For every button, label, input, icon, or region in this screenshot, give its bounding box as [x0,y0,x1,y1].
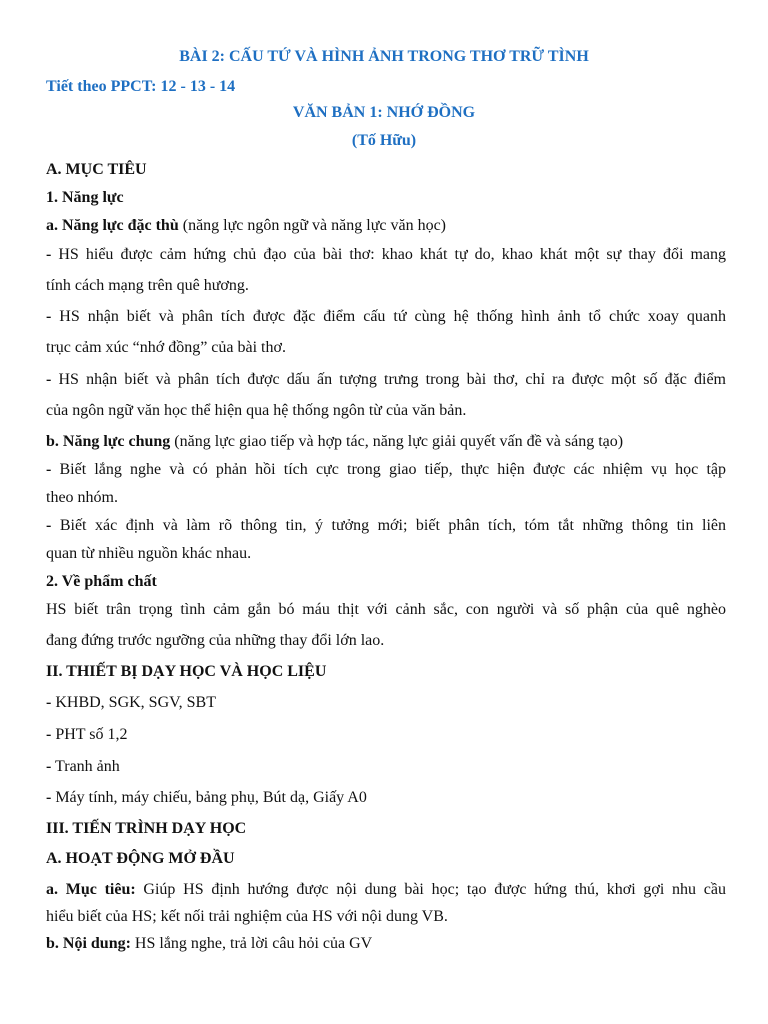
bullet-dash: - [46,246,52,263]
equipment-item-text: Tranh ảnh [51,758,120,775]
goal-line-1 [46,880,726,900]
equipment-item-text: PHT số 1,2 [51,726,128,743]
general-item-1-line-1 [46,460,726,480]
general-competence-note: (năng lực giao tiếp và hợp tác, năng lực giải quyết vấn đề và sáng tạo) [170,433,624,450]
specific-item-2-line-1 [46,307,726,327]
general-item-2-line-2: quan từ nhiều nguồn khác nhau. [46,545,252,562]
specific-item-2-line-2: trục cảm xúc “nhớ đồng” của bài thơ. [46,339,286,356]
quality-line-2: đang đứng trước ngưỡng của những thay đổi lớn lao. [46,632,385,649]
competence-heading: 1. Năng lực [46,189,124,206]
general-item-2-line-1 [46,516,726,536]
content-text: HS lắng nghe, trả lời câu hỏi của GV [130,935,373,952]
equipment-item-text: KHBD, SGK, SGV, SBT [51,694,216,711]
equipment-item-1 [46,693,726,713]
general-item-1-line-2: theo nhóm. [46,489,118,506]
specific-item-3-line-1 [46,370,726,390]
specific-item-3-line-2: của ngôn ngữ văn học thể hiện qua hệ thống ngôn từ của văn bản. [46,402,467,419]
lesson-title: BÀI 2: CẤU TỨ VÀ HÌNH ẢNH TRONG THƠ TRỮ TÌNH [179,48,589,65]
content-line [46,934,726,954]
section-ii-heading: II. THIẾT BỊ DẠY HỌC VÀ HỌC LIỆU [46,663,327,680]
specific-item-2-text: HS nhận biết và phân tích được đặc điểm cấu tứ cùng hệ thống hình ảnh tổ chức xoay quanh [51,308,726,325]
equipment-item-text: Máy tính, máy chiếu, bảng phụ, Bút dạ, Giấy A0 [51,789,367,806]
specific-item-3-text: HS nhận biết và phân tích được dấu ấn tượng trưng trong bài thơ, chỉ ra được một số đặc điểm [51,371,726,388]
quality-heading: 2. Về phẩm chất [46,573,157,590]
general-competence-label: b. Năng lực chung [46,433,171,450]
section-iii-heading: III. TIẾN TRÌNH DẠY HỌC [46,820,247,837]
author-name: (Tố Hữu) [351,132,417,149]
specific-item-1-line-2: tính cách mạng trên quê hương. [46,277,249,294]
content-label: b. Nội dung: [46,935,131,952]
bullet-dash: - [46,308,52,325]
equipment-item-2 [46,725,726,745]
goal-text: Giúp HS định hướng được nội dung bài học; tạo được hứng thú, khơi gợi nhu cầu [135,881,727,898]
goal-label: a. Mục tiêu: [46,881,136,898]
specific-competence-line [46,216,726,236]
section-a-heading: A. MỤC TIÊU [46,161,147,178]
specific-competence-note: (năng lực ngôn ngữ và năng lực văn học) [178,217,447,234]
general-competence-line [46,432,726,452]
text-title: VĂN BẢN 1: NHỚ ĐỒNG [292,104,476,121]
bullet-dash: - [46,758,52,775]
general-item-1-text: Biết lắng nghe và có phản hồi tích cực trong giao tiếp, thực hiện được các nhiệm vụ học tập [51,461,726,478]
equipment-item-4 [46,788,726,808]
specific-competence-label: a. Năng lực đặc thù [46,217,179,234]
bullet-dash: - [46,694,52,711]
bullet-dash: - [46,517,52,534]
bullet-dash: - [46,371,52,388]
quality-line-1: HS biết trân trọng tình cảm gắn bó máu thịt với cảnh sắc, con người và số phận của quê nghèo [46,601,726,618]
equipment-item-3 [46,757,726,777]
periods-line: Tiết theo PPCT: 12 - 13 - 14 [46,78,236,95]
bullet-dash: - [46,789,52,806]
specific-item-1-text: HS hiểu được cảm hứng chủ đạo của bài thơ: khao khát tự do, khao khát một sự thay đổi mang [51,246,726,263]
bullet-dash: - [46,461,52,478]
bullet-dash: - [46,726,52,743]
activity-heading: A. HOẠT ĐỘNG MỞ ĐẦU [46,850,235,867]
general-item-2-text: Biết xác định và làm rõ thông tin, ý tưởng mới; biết phân tích, tóm tắt những thông tin liên [51,517,726,534]
specific-item-1-line-1 [46,245,726,265]
goal-line-2: hiểu biết của HS; kết nối trải nghiệm của HS với nội dung VB. [46,908,448,925]
